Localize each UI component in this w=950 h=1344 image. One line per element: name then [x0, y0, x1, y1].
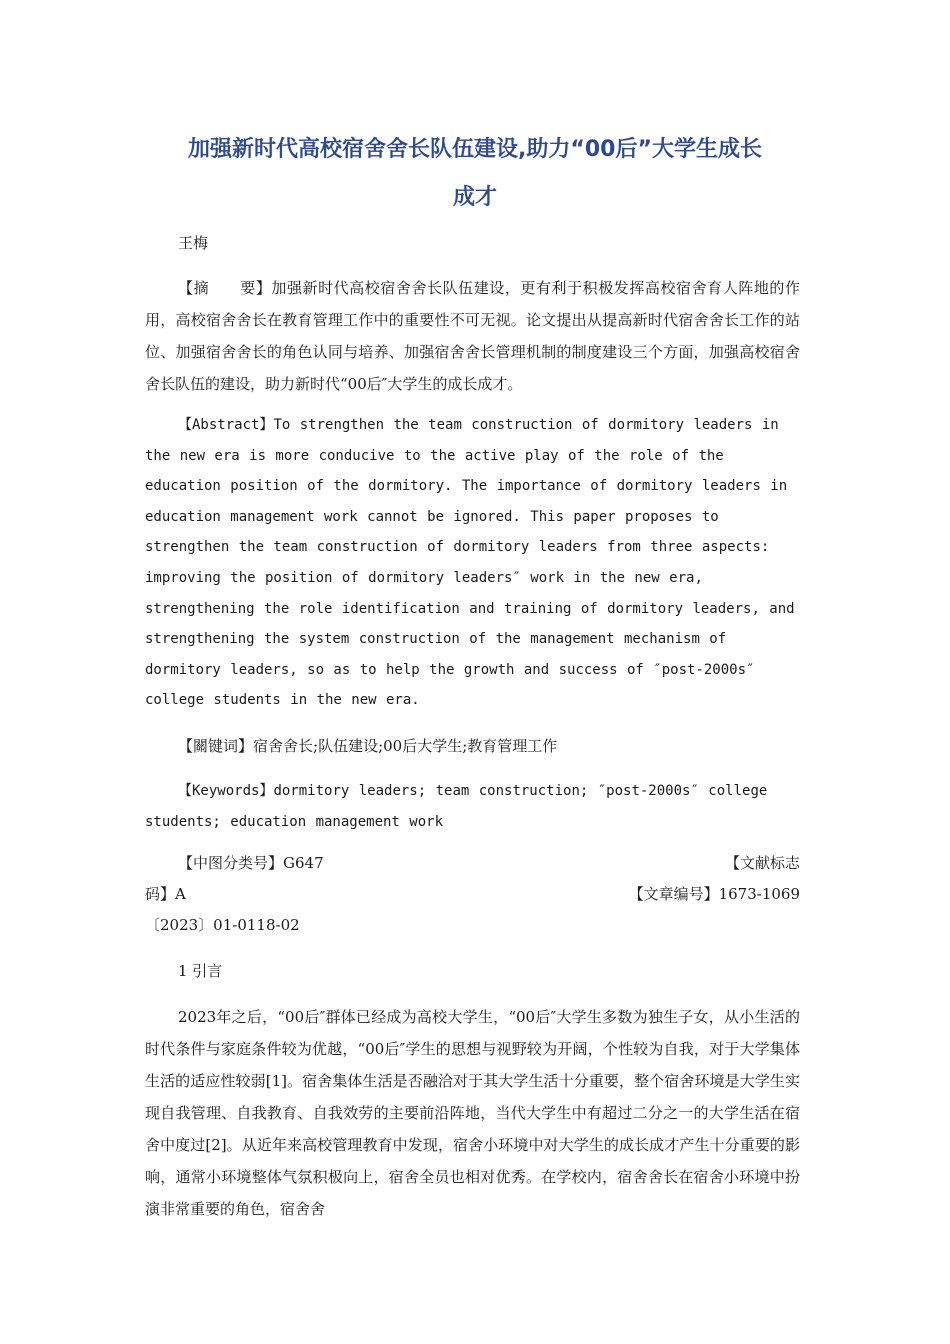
paper-title — [140, 126, 810, 222]
section-heading: 1 引言 — [178, 962, 223, 980]
abstract-en-label: 【Abstract】 — [178, 417, 274, 433]
document-mark-label: 【文献标志 — [724, 854, 800, 872]
abstract-cn-text: 加强新时代高校宿舍舍长队伍建设，更有利于积极发挥高校宿舍育人阵地的作用，高校宿舍舍长在教育管理工作中的重要性不可无视。论文提出从提高新时代宿舍舍长工作的站位、加强宿舍舍长的角色认同与培养、加强宿舍舍长管理机制的制度建设三个方面，加强高校宿舍舍长队伍的建设，助力新时代“00后″大学生的成长成才。 — [145, 279, 800, 393]
keywords-cn — [145, 730, 800, 762]
document-mark-value: 码】A — [145, 885, 186, 903]
abstract-en — [145, 410, 800, 716]
keywords-cn-text: 宿舍舍长;队伍建设;00后大学生;教育管理工作 — [253, 737, 558, 755]
abstract-en-text: To strengthen the team construction of dormitory leaders in the new era is more conducive to the active play of the role of the education position of the dormitory. The importance of dormitory leaders in education management work cannot be ignored. This paper proposes to strengthen the team construction of dormitory leaders from three aspects: improving the position of dormitory leaders″ work in the new era, strengthening the role identification and training of dormitory leaders, and strengthening the system construction of the management mechanism of dormitory leaders, so as to help the growth and success of ″post-2000s″ college students in the new era. — [145, 417, 795, 709]
abstract-cn-label: 【摘 要】 — [178, 279, 272, 297]
article-number-cont: 〔2023〕01-0118-02 — [145, 916, 300, 934]
keywords-cn-label: 【關键词】 — [178, 737, 254, 755]
abstract-cn — [145, 272, 800, 400]
paper-title-line1: 加强新时代高校宿舍舍长队伍建设,助力“00后”大学生成长 — [188, 137, 762, 162]
keywords-en — [145, 776, 800, 837]
keywords-en-text: dormitory leaders; team construction; ″post-2000s″ college students; education management work — [145, 783, 768, 830]
intro-paragraph: 2023年之后，“00后″群体已经成为高校大学生，“00后″大学生多数为独生子女，从小生活的时代条件与家庭条件较为优越，“00后″学生的思想与视野较为开阔，个性较为自我，对于大学集体生活的适应性较弱[1]。宿舍集体生活是否融洽对于其大学生活十分重要，整个宿舍环境是大学生实现自我管理、自我教育、自我效劳的主要前沿阵地，当代大学生中有超过二分之一的大学生活在宿舍中度过[2]。从近年来高校管理教育中发现，宿舍小环境中对大学生的成长成才产生十分重要的影响，通常小环境整体气氛积极向上，宿舍全员也相对优秀。在学校内，宿舍舍长在宿舍小环境中扮演非常重要的角色，宿舍舍 — [145, 1008, 800, 1218]
paper-title-line2: 成才 — [452, 185, 497, 210]
article-number: 【文章编号】1673-1069 — [628, 885, 800, 903]
keywords-en-label: 【Keywords】 — [178, 783, 274, 799]
clc-number: 【中图分类号】G647 — [178, 854, 324, 872]
author-name: 王梅 — [178, 234, 209, 252]
